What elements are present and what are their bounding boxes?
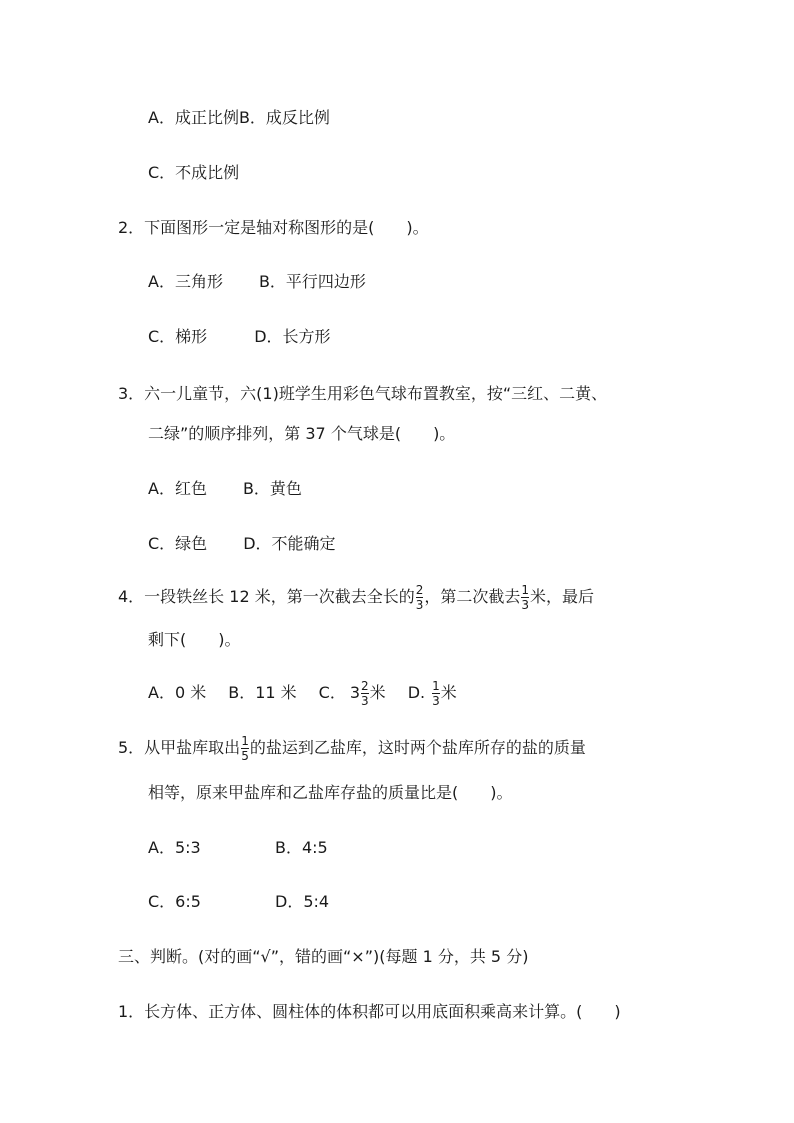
q5-stem-part1: 5．从甲盐库取出: [118, 738, 241, 757]
q4-options: [148, 680, 457, 707]
q4-option-c-prefix: C．: [318, 683, 346, 702]
q4-option-c-numerator: 2: [361, 679, 369, 693]
q1-option-a: A．成正比例: [148, 108, 239, 127]
q4-fraction-two-thirds: [416, 584, 424, 611]
q4-option-d-numerator: 1: [432, 679, 440, 693]
q3-option-c: C．绿色: [148, 534, 208, 553]
q3-option-a: A．红色: [148, 479, 207, 498]
q4-frac2-numerator: 1: [521, 583, 530, 597]
q4-stem-part3: 米，最后: [530, 587, 595, 606]
q4-option-d-denominator: 3: [432, 694, 440, 708]
q3-stem-line2: 二绿”的顺序排列，第 37 个气球是( )。: [148, 424, 456, 443]
q2-stem: 2．下面图形一定是轴对称图形的是( )。: [118, 218, 429, 237]
q2-option-c: C．梯形: [148, 327, 208, 346]
q3-option-d: D．不能确定: [243, 534, 336, 553]
q4-option-c-whole: 3: [349, 683, 361, 702]
q1-option-c: C．不成比例: [148, 163, 240, 182]
q4-frac1-numerator: 2: [415, 583, 424, 597]
q5-option-a: A．5:3: [148, 838, 201, 857]
q5-stem-line2: 相等，原来甲盐库和乙盐库存盐的质量比是( )。: [148, 783, 513, 802]
q4-option-a: A．0 米: [148, 683, 207, 702]
q5-option-b: B．4:5: [275, 838, 328, 857]
q3-option-b: B．黄色: [242, 479, 302, 498]
q5-fraction-one-fifth: [241, 735, 249, 762]
q4-frac1-denominator: 3: [415, 598, 424, 612]
q2-option-b: B．平行四边形: [258, 272, 366, 291]
q4-option-c-denominator: 3: [361, 694, 369, 708]
q4-stem-part1: 4．一段铁丝长 12 米，第一次截去全长的: [118, 587, 415, 606]
section3-heading: 三、判断。(对的画“√”，错的画“×”)(每题 1 分，共 5 分): [118, 947, 529, 966]
q4-option-d-fraction: [432, 680, 440, 707]
q1-option-b: B．成反比例: [238, 108, 330, 127]
q5-frac-denominator: 5: [241, 749, 249, 763]
q4-option-d-unit: 米: [440, 683, 457, 702]
q3-options-row1: [148, 477, 302, 501]
q1-option-a-b: [148, 106, 330, 130]
q5-option-c: C．6:5: [148, 892, 201, 911]
q2-option-a: A．三角形: [148, 272, 223, 291]
q4-stem-line2: 剩下( )。: [148, 630, 241, 649]
q5-options-row1: [148, 836, 328, 860]
q4-stem-part2: ，第二次截去: [424, 587, 521, 606]
q4-stem-line1: [118, 584, 594, 611]
q5-stem-part2: 的盐运到乙盐库，这时两个盐库所存的盐的质量: [249, 738, 586, 757]
q3-options-row2: [148, 532, 336, 556]
q4-fraction-one-third: [521, 584, 529, 611]
q5-option-d: D．5:4: [275, 892, 330, 911]
q5-options-row2: [148, 890, 329, 914]
q3-stem-line1: 3．六一儿童节，六(1)班学生用彩色气球布置教室，按“三红、二黄、: [118, 384, 608, 403]
q4-option-c-unit: 米: [369, 683, 386, 702]
q4-option-d-prefix: D.: [407, 683, 426, 702]
q5-frac-numerator: 1: [241, 734, 249, 748]
q4-option-b: B．11 米: [228, 683, 297, 702]
q2-option-d: D．长方形: [254, 327, 331, 346]
q4-frac2-denominator: 3: [521, 598, 530, 612]
q2-options-row1: [148, 270, 366, 294]
q5-stem-line1: [118, 735, 586, 762]
q4-option-c-fraction: [361, 680, 369, 707]
section3-item1: 1．长方体、正方体、圆柱体的体积都可以用底面积乘高来计算。( ): [118, 1002, 621, 1021]
q2-options-row2: [148, 325, 331, 349]
